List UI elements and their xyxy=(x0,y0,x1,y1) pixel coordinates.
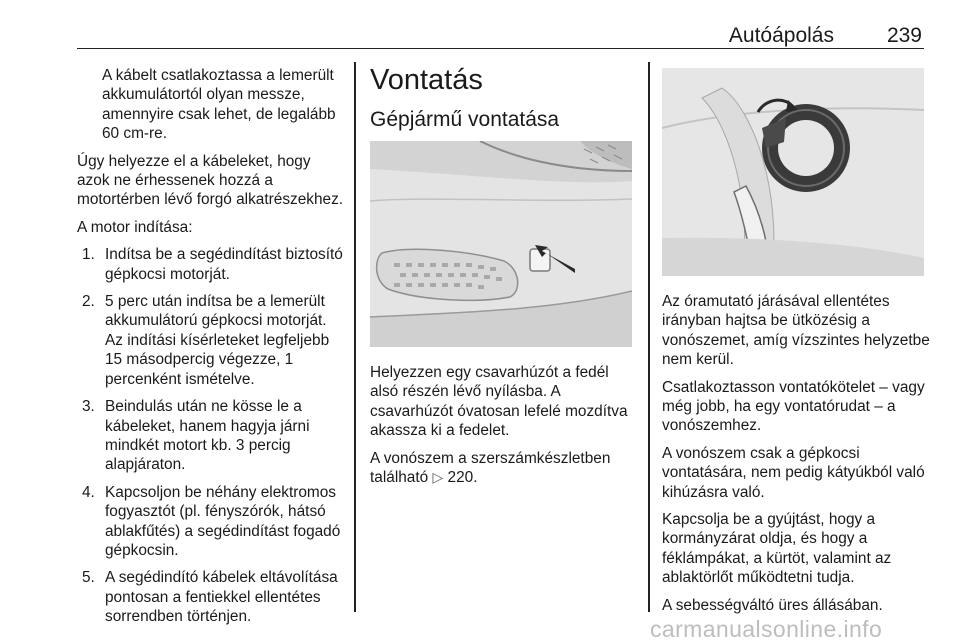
paragraph: A sebességváltó üres állásában. xyxy=(662,596,883,614)
running-title: Autóápolás xyxy=(728,24,834,47)
paragraph: Úgy helyezze el a kábeleket, hogy azok ne érhessenek hozzá a motortérben lévő forgó alkatrészekhez. xyxy=(77,152,344,209)
page-reference: 220. xyxy=(447,469,478,487)
step-number: 4. xyxy=(82,483,95,501)
paragraph: Kapcsolja be a gyújtást, hogy a kormányzárat oldja, és hogy a féklámpákat, a kürtöt, valamint az ablaktörlőt működtetni tudja. xyxy=(662,511,892,587)
bullet-text: A kábelt csatlakoztassa a lemerült akkumulátortól olyan messze, amennyire csak lehet, de legalább 60 cm-re. xyxy=(102,67,336,143)
page-reference-arrow-icon: ▷ xyxy=(432,469,444,486)
step-list xyxy=(77,245,345,626)
step-item xyxy=(80,568,345,626)
step-text: Indítsa be a segédindítást biztosító gépkocsi motorját. xyxy=(105,246,343,283)
middle-column-text xyxy=(370,363,638,495)
step-number: 2. xyxy=(82,293,95,311)
step-item xyxy=(80,245,345,284)
paragraph xyxy=(370,449,638,488)
step-number: 3. xyxy=(82,398,95,416)
left-column xyxy=(77,66,345,635)
step-text: A segédindító kábelek eltávolítása pontosan a fentiekkel ellentétes sorrendben történjen. xyxy=(105,569,338,626)
step-text: 5 perc után indítsa be a lemerült akkumulátorú gépkocsi motorját. Az indítási kísérleteket legfeljebb 15 másodpercig végezze, 1 percenként ismételve. xyxy=(105,293,330,388)
towing-eye-illustration xyxy=(662,68,924,276)
step-number: 5. xyxy=(82,569,95,587)
step-text: Kapcsoljon be néhány elektromos fogyasztót (pl. fényszórók, hátsó ablakfűtés) a segédindítást fogadó gépkocsin. xyxy=(105,483,341,559)
paragraph: Az óramutató járásával ellentétes irányban hajtsa be ütközésig a vonószemet, amíg vízszintes helyzetbe nem kerül. xyxy=(662,293,930,369)
paragraph: Csatlakoztasson vontatókötelet – vagy még jobb, ha egy vontatórudat – a vonószemhez. xyxy=(662,378,925,435)
right-column-text xyxy=(662,292,930,623)
paragraph: Helyezzen egy csavarhúzót a fedél alsó részén lévő nyílásba. A csavarhúzót óvatosan lefelé mozdítva akassza ki a fedelet. xyxy=(370,364,628,440)
step-item xyxy=(80,397,345,475)
step-number: 1. xyxy=(82,246,95,264)
watermark: carmanualsonline.info xyxy=(650,616,883,642)
subsection-title: Gépjármű vontatása xyxy=(370,108,560,131)
page-header xyxy=(77,22,924,49)
column-divider-2 xyxy=(648,62,650,612)
middle-column-headings xyxy=(370,64,638,132)
bumper-cover-illustration xyxy=(370,141,632,347)
paragraph: A vonószem csak a gépkocsi vontatására, nem pedig kátyúkból való kihúzásra való. xyxy=(662,444,925,501)
paragraph: A motor indítása: xyxy=(77,218,193,236)
towing-eye-drawing xyxy=(662,68,924,276)
step-item xyxy=(80,483,345,561)
paragraph-text: A vonószem a szerszámkészletben található xyxy=(370,449,611,487)
column-divider-1 xyxy=(354,62,356,612)
section-title: Vontatás xyxy=(370,64,483,96)
page-number: 239 xyxy=(886,24,922,47)
step-text: Beindulás után ne kösse le a kábeleket, hanem hagyja járni mindkét motort kb. 3 percig alapjáraton. xyxy=(105,398,310,474)
bumper-drawing xyxy=(370,141,632,347)
step-item xyxy=(80,292,345,389)
